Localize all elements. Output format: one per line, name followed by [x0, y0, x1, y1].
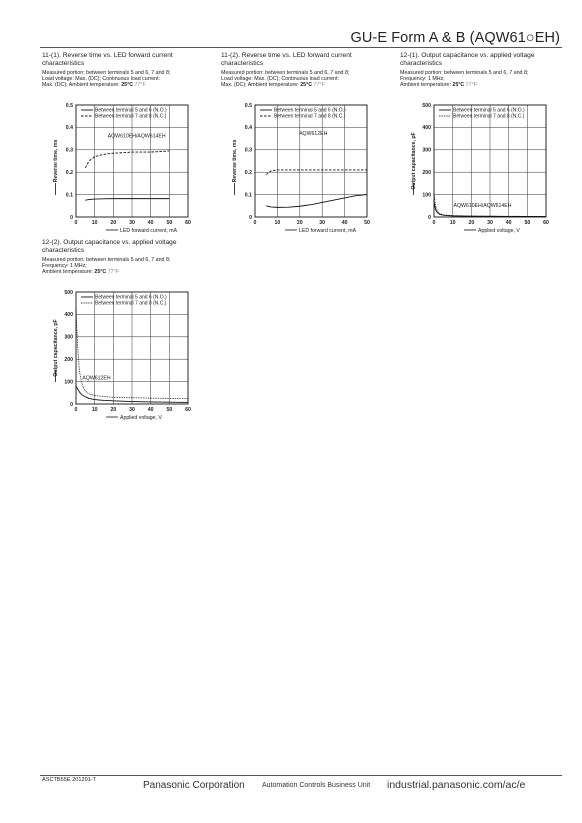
section-title: 12-(1). Output capacitance vs. applied voltage characteristics	[400, 52, 535, 67]
y-tick-label: 0.1	[244, 192, 252, 199]
section-condition-1: Measured portion: between terminals 5 and 6, 7 and 8;	[42, 256, 171, 263]
x-tick-label: 10	[274, 220, 281, 226]
section-title: 11-(1). Reverse time vs. LED forward current characteristics	[42, 52, 173, 67]
y-axis-label: Output capacitance, pF	[53, 319, 59, 377]
x-axis-label: Applied voltage, V	[120, 415, 162, 421]
section-title: 12-(2). Output capacitance vs. applied voltage characteristics	[42, 239, 177, 254]
x-axis-label: LED forward current, mA	[299, 228, 357, 234]
x-tick-label: 60	[543, 220, 549, 226]
temp-celsius: 25°C	[300, 82, 313, 88]
y-tick-label: 0	[249, 214, 252, 221]
series-line-dashed	[85, 151, 169, 168]
x-tick-label: 30	[129, 220, 135, 226]
x-tick-label: 20	[296, 220, 303, 226]
y-axis-label: Reverse time, ms	[53, 139, 59, 183]
x-tick-label: 10	[91, 407, 98, 413]
x-tick-label: 20	[468, 220, 475, 226]
x-tick-label: 60	[185, 407, 191, 413]
chart-output-cap-aqw612	[42, 286, 217, 421]
x-tick-label: 20	[110, 407, 117, 413]
y-tick-label: 0.2	[65, 170, 73, 176]
footer-rule	[40, 775, 562, 776]
x-tick-label: 0	[432, 220, 436, 226]
x-tick-label: 10	[91, 220, 98, 226]
y-tick-label: 500	[64, 289, 73, 296]
y-tick-label: 200	[64, 357, 73, 363]
legend-entry: Between terminal 5 and 6 (N.O.)	[95, 294, 167, 301]
legend-entry: Between terminal 7 and 8 (N.C.)	[95, 113, 167, 120]
y-tick-label: 100	[64, 379, 73, 386]
x-tick-label: 30	[319, 220, 326, 226]
x-tick-label: 50	[524, 220, 531, 226]
legend-entry: Between terminal 5 and 6 (N.O.)	[453, 107, 525, 114]
x-tick-label: 40	[341, 220, 348, 226]
y-tick-label: 0.4	[244, 125, 252, 132]
legend-entry: Between terminal 5 and 6 (N.O.)	[274, 107, 346, 114]
y-tick-label: 0.4	[65, 125, 73, 132]
x-tick-label: 0	[74, 220, 78, 226]
chart-output-cap-aqw610	[400, 99, 570, 234]
temp-celsius: 25°C	[121, 82, 134, 88]
section-condition-2: Frequency: 1 MHz;	[400, 75, 445, 82]
y-tick-label: 0	[70, 401, 73, 408]
x-axis-label: LED forward current, mA	[120, 228, 178, 234]
y-tick-label: 0.3	[244, 147, 252, 154]
temp-fahrenheit: 77°F	[107, 269, 119, 275]
x-tick-label: 20	[110, 220, 117, 226]
x-tick-label: 30	[129, 407, 135, 413]
section-condition-2: Frequency: 1 MHz;	[42, 262, 87, 269]
curve-annotation: AQW610EH/AQW614EH	[453, 202, 512, 209]
x-axis-label: Applied voltage, V	[478, 228, 520, 234]
x-tick-label: 50	[364, 220, 370, 226]
section-title: 11-(2). Reverse time vs. LED forward current characteristics	[221, 52, 352, 67]
plot-frame	[255, 105, 367, 217]
legend-entry: Between terminal 7 and 8 (N.C.)	[95, 300, 167, 307]
y-tick-label: 300	[64, 334, 73, 341]
chart-reverse-time-aqw610	[42, 99, 217, 234]
section-condition-1: Measured portion: between terminals 5 and 6, 7 and 8;	[400, 69, 529, 76]
y-tick-label: 0.5	[244, 102, 252, 109]
section-condition-1: Measured portion: between terminals 5 and 6, 7 and 8;	[221, 69, 350, 76]
y-tick-label: 100	[422, 192, 431, 199]
footer-url-link[interactable]: industrial.panasonic.com/ac/e	[387, 779, 526, 791]
y-tick-label: 0.2	[244, 170, 252, 176]
y-tick-label: 500	[422, 102, 431, 109]
x-tick-label: 40	[147, 407, 154, 413]
footer-corporation: Panasonic Corporation	[143, 780, 245, 791]
y-tick-label: 0.1	[65, 192, 73, 199]
y-axis-label: Reverse time, ms	[232, 139, 238, 183]
legend-entry: Between terminal 7 and 8 (N.C.)	[453, 113, 525, 120]
y-tick-label: 0.3	[65, 147, 73, 154]
x-tick-label: 40	[147, 220, 154, 226]
footer-business-unit: Automation Controls Business Unit	[262, 782, 371, 789]
x-tick-label: 40	[505, 220, 512, 226]
y-axis-label: Output capacitance, pF	[411, 132, 417, 190]
curve-annotation: AQW612EH	[299, 131, 328, 138]
x-tick-label: 0	[74, 407, 78, 413]
section-condition-2: Load voltage: Max. (DC); Continuous load current:	[221, 75, 340, 82]
y-tick-label: 400	[64, 312, 73, 319]
y-tick-label: 300	[422, 147, 431, 154]
chart-reverse-time-aqw612	[221, 99, 396, 234]
legend-entry: Between terminal 5 and 6 (N.O.)	[95, 107, 167, 114]
footer-doc-code: ASCTB55E 201201-T	[42, 777, 97, 783]
section-condition-3: Max. (DC); Ambient temperature:	[221, 82, 301, 88]
x-tick-label: 10	[449, 220, 456, 226]
section-condition-3: Ambient temperature:	[400, 82, 453, 88]
legend-entry: Between terminal 7 and 8 (N.C.)	[274, 113, 346, 120]
section-condition-2: Load voltage: Max. (DC); Continuous load current:	[42, 75, 161, 82]
section-reverse-time-aqw610	[42, 52, 214, 234]
section-condition-3: Max. (DC); Ambient temperature:	[42, 82, 122, 88]
temp-celsius: 25°C	[452, 82, 465, 88]
y-tick-label: 0.5	[65, 102, 73, 109]
y-tick-label: 400	[422, 125, 431, 132]
section-reverse-time-aqw612	[221, 52, 393, 234]
x-tick-label: 0	[253, 220, 257, 226]
temp-fahrenheit: 77°F	[465, 82, 477, 88]
x-tick-label: 60	[185, 220, 191, 226]
section-condition-3: Ambient temperature:	[42, 269, 95, 275]
curve-annotation: AQW610EH/AQW614EH	[107, 133, 166, 140]
section-output-cap-aqw610	[400, 52, 572, 234]
y-tick-label: 0	[428, 214, 431, 221]
curve-annotation: AQW612EH	[82, 375, 111, 382]
temp-celsius: 25°C	[94, 269, 107, 275]
y-tick-label: 0	[70, 214, 73, 221]
section-output-cap-aqw612	[42, 239, 214, 421]
header-rule	[40, 47, 562, 48]
series-line-solid	[85, 199, 169, 201]
x-tick-label: 30	[487, 220, 493, 226]
y-tick-label: 200	[422, 170, 431, 176]
x-tick-label: 50	[166, 220, 173, 226]
temp-fahrenheit: 77°F	[313, 82, 325, 88]
x-tick-label: 50	[166, 407, 173, 413]
section-condition-1: Measured portion: between terminals 5 and 6, 7 and 8;	[42, 69, 171, 76]
temp-fahrenheit: 77°F	[134, 82, 146, 88]
series-line-solid	[266, 195, 367, 208]
page-header-title: GU-E Form A & B (AQW61○EH)	[350, 30, 560, 46]
